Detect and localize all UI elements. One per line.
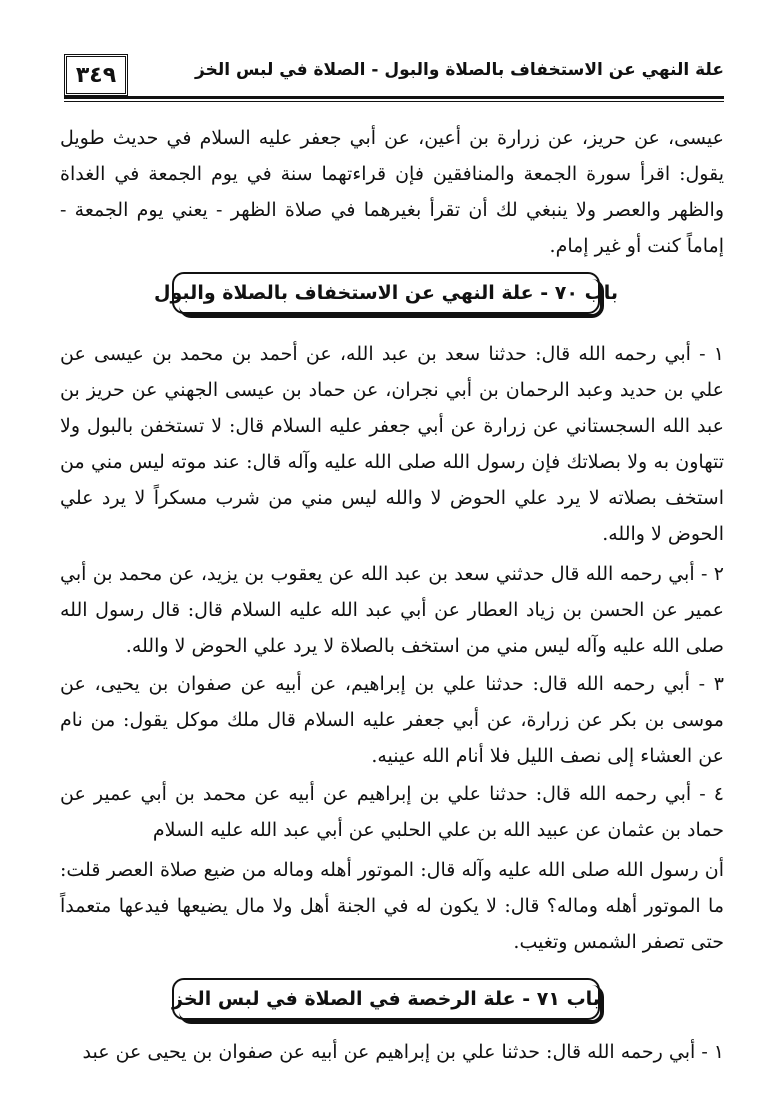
header-rule-thin	[64, 101, 724, 102]
hadith-71-1: ١ - أبي رحمه الله قال: حدثنا علي بن إبراهيم عن أبيه عن صفوان بن يحيى عن عبد	[82, 1041, 724, 1063]
hadith-4: ٤ - أبي رحمه الله قال: حدثنا علي بن إبراهيم عن أبيه عن محمد بن أبي عمير عن حماد بن عثمان عن عبيد الله بن علي الحلبي عن أبي عبد الله عليه السلام	[60, 783, 724, 841]
paragraph-continued: عيسى، عن حريز، عن زرارة بن أعين، عن أبي جعفر عليه السلام في حديث طويل يقول: اقرأ سورة الجمعة والمنافقين فإن قراءتهما سنة في يوم الجمعة في الغداة والظهر والعصر ولا ينبغي لك أن تقرأ بغيرهما في صلاة الظهر - يعني يوم الجمعة - إماماً كنت أو غير إمام.	[60, 127, 724, 257]
running-title: علة النهي عن الاستخفاف بالصلاة والبول - الصلاة في لبس الخز	[195, 60, 724, 80]
chapter-heading-70: باب ٧٠ - علة النهي عن الاستخفاف بالصلاة والبول	[172, 272, 600, 314]
page-number: ٣٤٩	[64, 54, 128, 96]
hadith-4-continued: أن رسول الله صلى الله عليه وآله قال: الموتور أهله وماله من ضيع صلاة العصر قلت: ما الموتور أهله وماله؟ قال: لا يكون له في الجنة أهل ولا مال يضيعها فيدعها متعمداً حتى تصفر الشمس وتغيب.	[60, 859, 724, 953]
hadith-1: ١ - أبي رحمه الله قال: حدثنا سعد بن عبد الله، عن أحمد بن محمد بن عيسى عن علي بن حديد وعبد الرحمان بن أبي نجران، عن حماد بن عيسى الجهني عن حريز بن عبد الله السجستاني عن زرارة عن أبي جعفر عليه السلام قال: لا تستخفن بالبول ولا تتهاون به ولا بصلاتك فإن رسول الله صلى الله عليه وآله قال: عند موته ليس مني من استخف بصلاته لا يرد علي الحوض لا والله ليس مني من شرب مسكراً لا يرد علي الحوض لا والله.	[60, 343, 725, 545]
hadith-2: ٢ - أبي رحمه الله قال حدثني سعد بن عبد الله عن يعقوب بن يزيد، عن محمد بن أبي عمير عن الحسن بن زياد العطار عن أبي عبد الله عليه السلام قال: قال رسول الله صلى الله عليه وآله ليس مني من استخف بالصلاة لا يرد علي الحوض لا والله.	[60, 563, 724, 657]
hadith-3: ٣ - أبي رحمه الله قال: حدثنا علي بن إبراهيم، عن أبيه عن صفوان بن يحيى، عن موسى بن بكر عن زرارة، عن أبي جعفر عليه السلام قال ملك موكل يقول: من نام عن العشاء إلى نصف الليل فلا أنام الله عينيه.	[60, 673, 724, 767]
running-header	[64, 54, 724, 100]
chapter-heading-71: باب ٧١ - علة الرخصة في الصلاة في لبس الخز	[172, 978, 600, 1020]
header-rule	[64, 96, 724, 99]
